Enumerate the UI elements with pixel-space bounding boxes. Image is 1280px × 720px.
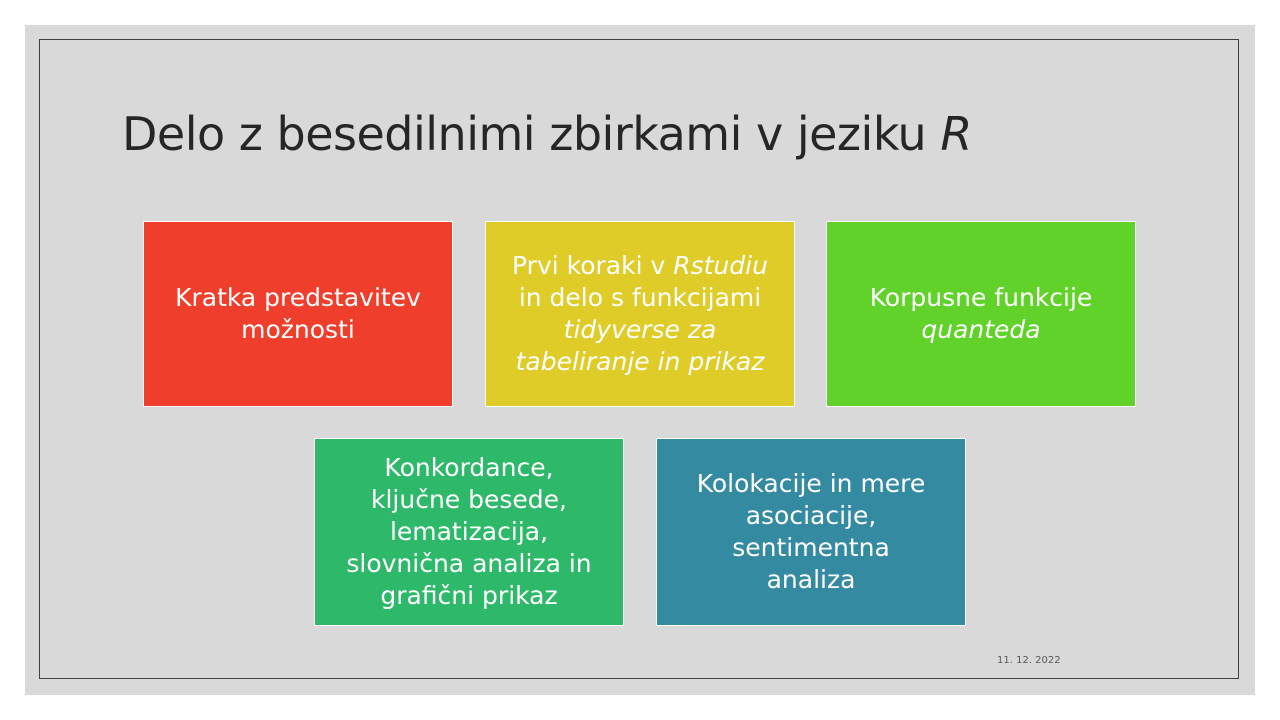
box-line: Korpusne funkcije	[869, 283, 1093, 312]
box-kratka-predstavitev	[143, 221, 453, 407]
box-line-italic: tabeliranje in prikaz	[515, 347, 765, 376]
slide-title	[122, 107, 972, 161]
box-prvi-koraki	[485, 221, 795, 407]
box-line: sentimentna	[732, 533, 890, 562]
box-text	[346, 452, 591, 612]
box-line: Kratka predstavitev	[175, 283, 421, 312]
box-line: in delo s funkcijami	[518, 283, 762, 312]
box-line	[512, 250, 768, 282]
box-line: Konkordance,	[384, 453, 554, 482]
box-line: grafični prikaz	[380, 581, 558, 610]
box-line-plain: Prvi koraki v	[512, 251, 674, 280]
box-korpusne-funkcije	[826, 221, 1136, 407]
box-text	[697, 468, 926, 596]
slide-date: 11. 12. 2022	[997, 655, 1061, 666]
box-line: lematizacija,	[389, 517, 549, 546]
box-konkordance	[314, 438, 624, 626]
box-line: Kolokacije in mere	[696, 469, 926, 498]
box-kolokacije	[656, 438, 966, 626]
slide	[25, 25, 1255, 695]
box-line: asociacije,	[745, 501, 877, 530]
box-line: možnosti	[241, 315, 355, 344]
box-line: analiza	[766, 565, 856, 594]
box-text	[512, 250, 768, 378]
box-line-italic: Rstudiu	[673, 251, 768, 280]
box-text	[870, 282, 1093, 346]
box-line-italic: quanteda	[921, 315, 1041, 344]
title-text: Delo z besedilnimi zbirkami v jeziku	[122, 107, 941, 161]
title-italic-text: R	[940, 107, 972, 161]
box-line-italic: tidyverse za	[563, 315, 717, 344]
box-line: slovnična analiza in	[346, 549, 592, 578]
box-text	[175, 282, 421, 346]
box-line: ključne besede,	[371, 485, 567, 514]
